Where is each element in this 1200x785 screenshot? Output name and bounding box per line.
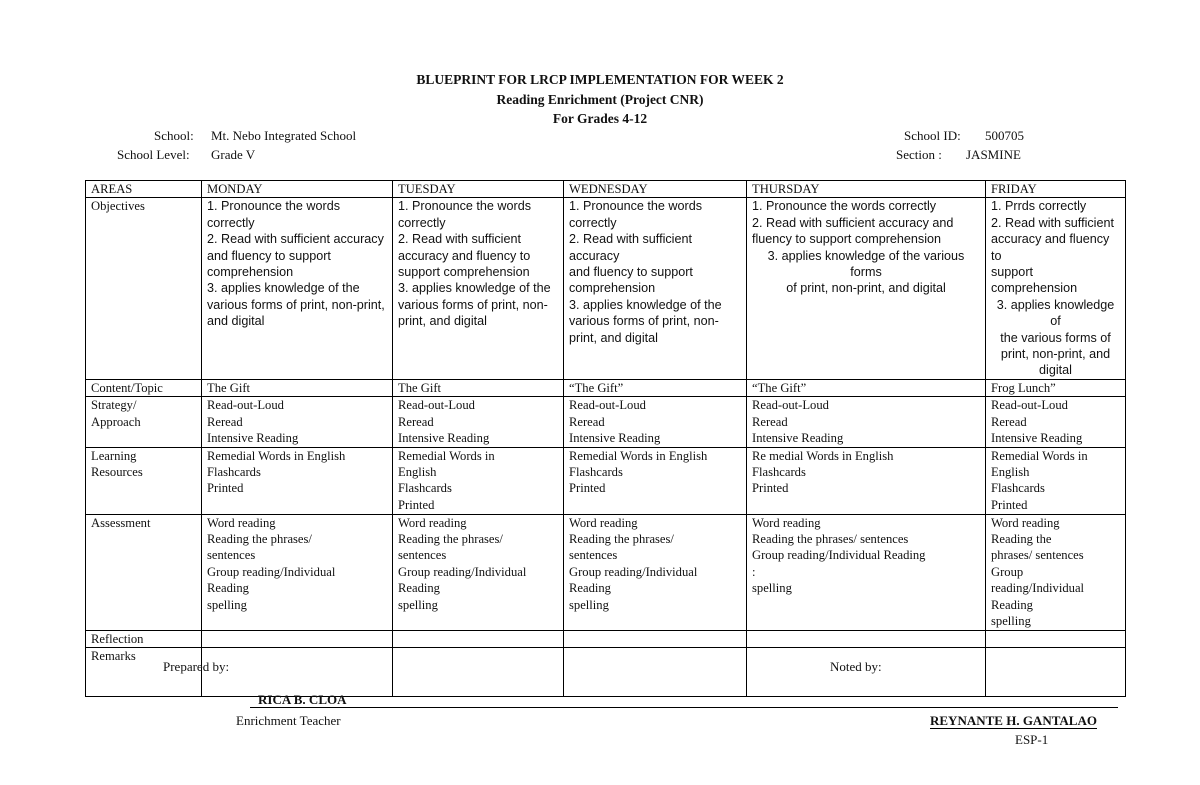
text-line: Reading	[991, 597, 1033, 612]
text-line: 1. Pronounce the words correctly	[207, 199, 341, 230]
document-subtitle: Reading Enrichment (Project CNR)	[496, 92, 704, 107]
text-line: comprehension	[569, 281, 656, 296]
content-wednesday: “The Gift”	[564, 379, 747, 396]
text-line: Reading	[398, 581, 440, 596]
text-line: 1. Pronounce the words correctly	[752, 199, 937, 214]
text-line: :	[752, 564, 756, 579]
text-line: Group reading/Individual	[398, 564, 527, 579]
text-line: Intensive Reading	[569, 431, 661, 446]
text-line: accuracy and fluency to	[398, 248, 531, 263]
text-line: comprehension	[207, 265, 294, 280]
table-row-learning-resources	[86, 447, 1126, 514]
text-line: 3. applies knowledge of the	[569, 297, 722, 312]
text-line: the various forms of	[1000, 330, 1111, 345]
text-line: Reading the	[991, 531, 1052, 546]
table-row-objectives	[86, 198, 1126, 379]
noter-role: ESP-1	[1015, 732, 1049, 747]
text-line: Reading	[569, 581, 611, 596]
text-line: Approach	[91, 414, 141, 429]
text-line: Reread	[752, 414, 788, 429]
remarks-friday[interactable]	[986, 647, 1126, 696]
school-label: School:	[154, 128, 194, 143]
school-id-value: 500705	[985, 128, 1024, 143]
text-line: Printed	[752, 481, 789, 496]
text-line: 3. applies knowledge of the	[398, 281, 551, 296]
section-label: Section :	[896, 147, 942, 162]
text-line: print, and digital	[569, 330, 658, 345]
text-line: 2. Read with sufficient accuracy	[569, 232, 692, 263]
header-monday: MONDAY	[202, 181, 393, 198]
section-value: JASMINE	[966, 147, 1021, 162]
strategy-tuesday	[393, 397, 564, 447]
text-line: Printed	[207, 481, 244, 496]
row-label-remarks: Remarks	[86, 647, 202, 696]
text-line: sentences	[398, 548, 447, 563]
text-line: Remedial Words in	[991, 448, 1088, 463]
text-line: Flashcards	[752, 464, 806, 479]
table-header-row	[86, 181, 1126, 198]
assessment-monday	[202, 514, 393, 630]
table-row-reflection	[86, 630, 1126, 647]
signature-line	[250, 707, 1118, 708]
header-thursday: THURSDAY	[747, 181, 986, 198]
text-line: Re medial Words in English	[752, 448, 894, 463]
prepared-by-label: Prepared by:	[163, 659, 230, 674]
text-line: Word reading	[569, 515, 638, 530]
school-level-value: Grade V	[211, 147, 256, 162]
school-value: Mt. Nebo Integrated School	[211, 128, 357, 143]
content-monday: The Gift	[202, 379, 393, 396]
text-line: Intensive Reading	[207, 431, 299, 446]
text-line: Group reading/Individual	[569, 564, 698, 579]
row-label-objectives: Objectives	[86, 198, 202, 379]
text-line: 2. Read with sufficient	[398, 232, 521, 247]
assessment-tuesday	[393, 514, 564, 630]
text-line: and digital	[207, 314, 265, 329]
text-line: Group reading/Individual Reading	[752, 548, 926, 563]
text-line: Reread	[991, 414, 1027, 429]
preparer-role: Enrichment Teacher	[236, 713, 341, 728]
reflection-wednesday[interactable]	[564, 630, 747, 647]
noter-name	[930, 713, 1097, 729]
text-line: spelling	[569, 597, 609, 612]
strategy-thursday	[747, 397, 986, 447]
text-line: Flashcards	[991, 481, 1045, 496]
text-line: 3. applies knowledge of the	[207, 281, 360, 296]
resources-wednesday	[564, 447, 747, 514]
grades-line: For Grades 4-12	[552, 111, 648, 126]
remarks-tuesday[interactable]	[393, 647, 564, 696]
text-line: Word reading	[991, 515, 1060, 530]
document-title: BLUEPRINT FOR LRCP IMPLEMENTATION FOR WEEK 2	[416, 72, 784, 87]
remarks-monday[interactable]	[202, 647, 393, 696]
reflection-tuesday[interactable]	[393, 630, 564, 647]
text-line: 1. Prrds correctly	[991, 199, 1087, 214]
text-line: 2. Read with sufficient accuracy and	[752, 215, 954, 230]
header-friday: FRIDAY	[986, 181, 1126, 198]
text-line: Flashcards	[207, 464, 261, 479]
text-line: Flashcards	[398, 481, 452, 496]
text-line: support comprehension	[398, 265, 530, 280]
text-line: Remedial Words in	[398, 448, 495, 463]
text-line: correctly	[398, 215, 446, 230]
reflection-thursday[interactable]	[747, 630, 986, 647]
text-line: English	[398, 464, 437, 479]
text-line: various forms of print, non-	[569, 314, 719, 329]
table-row-strategy	[86, 397, 1126, 447]
remarks-wednesday[interactable]	[564, 647, 747, 696]
strategy-friday	[986, 397, 1126, 447]
text-line: Read-out-Loud	[991, 398, 1068, 413]
text-line: Read-out-Loud	[569, 398, 646, 413]
text-line: comprehension	[991, 281, 1078, 296]
text-line: sentences	[569, 548, 618, 563]
text-line: spelling	[398, 597, 438, 612]
text-line: Reading	[207, 581, 249, 596]
resources-tuesday	[393, 447, 564, 514]
noter-name-text: REYNANTE H. GANTALAO	[930, 713, 1097, 728]
objectives-monday	[202, 198, 393, 379]
text-line: Group	[991, 564, 1024, 579]
header-wednesday: WEDNESDAY	[564, 181, 747, 198]
text-line: sentences	[207, 548, 256, 563]
text-line: Word reading	[398, 515, 467, 530]
text-line: 1. Pronounce the words	[569, 199, 703, 214]
strategy-wednesday	[564, 397, 747, 447]
row-label-assessment: Assessment	[86, 514, 202, 630]
text-line: Group reading/Individual	[207, 564, 336, 579]
text-line: Reading the phrases/	[398, 531, 503, 546]
text-line: spelling	[752, 581, 792, 596]
school-level-label: School Level:	[117, 147, 190, 162]
strategy-monday	[202, 397, 393, 447]
text-line: Learning	[91, 448, 137, 463]
noted-by-label: Noted by:	[830, 659, 882, 674]
text-line: Printed	[398, 497, 435, 512]
row-label-strategy	[86, 397, 202, 447]
text-line: correctly	[569, 215, 617, 230]
objectives-tuesday	[393, 198, 564, 379]
text-line: Flashcards	[569, 464, 623, 479]
text-line: various forms of print, non-	[398, 297, 548, 312]
table-row-content-topic	[86, 379, 1126, 396]
text-line: Reread	[207, 414, 243, 429]
text-line: Read-out-Loud	[398, 398, 475, 413]
text-line: reading/Individual	[991, 581, 1085, 596]
school-id-label: School ID:	[904, 128, 961, 143]
assessment-thursday	[747, 514, 986, 630]
text-line: Reread	[398, 414, 434, 429]
text-line: Remedial Words in English	[569, 448, 708, 463]
text-line: English	[991, 464, 1030, 479]
text-line: Intensive Reading	[398, 431, 490, 446]
text-line: print, non-print, and	[1000, 347, 1111, 362]
text-line: Printed	[569, 481, 606, 496]
text-line: and fluency to support	[207, 248, 331, 263]
text-line: Intensive Reading	[752, 431, 844, 446]
objectives-friday	[986, 198, 1126, 379]
text-line: Read-out-Loud	[752, 398, 829, 413]
assessment-friday	[986, 514, 1126, 630]
assessment-wednesday	[564, 514, 747, 630]
content-thursday: “The Gift”	[747, 379, 986, 396]
row-label-reflection: Reflection	[86, 630, 202, 647]
text-line: Reading the phrases/	[569, 531, 674, 546]
text-line: Printed	[991, 497, 1028, 512]
objectives-thursday	[747, 198, 986, 379]
objectives-wednesday	[564, 198, 747, 379]
text-line: fluency to support comprehension	[752, 232, 942, 247]
resources-thursday	[747, 447, 986, 514]
text-line: accuracy and fluency to	[991, 232, 1110, 263]
content-tuesday: The Gift	[393, 379, 564, 396]
text-line: 1. Pronounce the words	[398, 199, 532, 214]
text-line: digital	[1039, 363, 1072, 378]
text-line: 2. Read with sufficient accuracy	[207, 232, 384, 247]
text-line: Reread	[569, 414, 605, 429]
reflection-friday[interactable]	[986, 630, 1126, 647]
resources-friday	[986, 447, 1126, 514]
table-row-remarks	[86, 647, 1126, 696]
text-line: spelling	[991, 613, 1031, 628]
text-line: Reading the phrases/	[207, 531, 312, 546]
text-line: Word reading	[207, 515, 276, 530]
lrcp-plan-table	[85, 180, 1126, 697]
header-tuesday: TUESDAY	[393, 181, 564, 198]
resources-monday	[202, 447, 393, 514]
text-line: Word reading	[752, 515, 821, 530]
text-line: 3. applies knowledge of the various forms	[767, 248, 965, 280]
content-friday: Frog Lunch”	[986, 379, 1126, 396]
text-line: Reading the phrases/ sentences	[752, 531, 909, 546]
text-line: phrases/ sentences	[991, 548, 1084, 563]
header-areas: AREAS	[86, 181, 202, 198]
text-line: Strategy/	[91, 398, 137, 413]
text-line: Read-out-Loud	[207, 398, 284, 413]
text-line: 2. Read with sufficient	[991, 215, 1114, 230]
row-label-learning-resources	[86, 447, 202, 514]
text-line: and fluency to support	[569, 265, 693, 280]
text-line: Intensive Reading	[991, 431, 1083, 446]
row-label-content-topic: Content/Topic	[86, 379, 202, 396]
table-row-assessment	[86, 514, 1126, 630]
text-line: 3. applies knowledge of	[996, 297, 1115, 329]
text-line: print, and digital	[398, 314, 487, 329]
reflection-monday[interactable]	[202, 630, 393, 647]
text-line: of print, non-print, and digital	[786, 281, 946, 296]
text-line: support	[991, 265, 1034, 280]
text-line: spelling	[207, 597, 247, 612]
text-line: various forms of print, non-print,	[207, 297, 385, 312]
preparer-name: RICA B. CLOA	[258, 692, 347, 707]
text-line: Remedial Words in English	[207, 448, 346, 463]
text-line: Resources	[91, 464, 143, 479]
